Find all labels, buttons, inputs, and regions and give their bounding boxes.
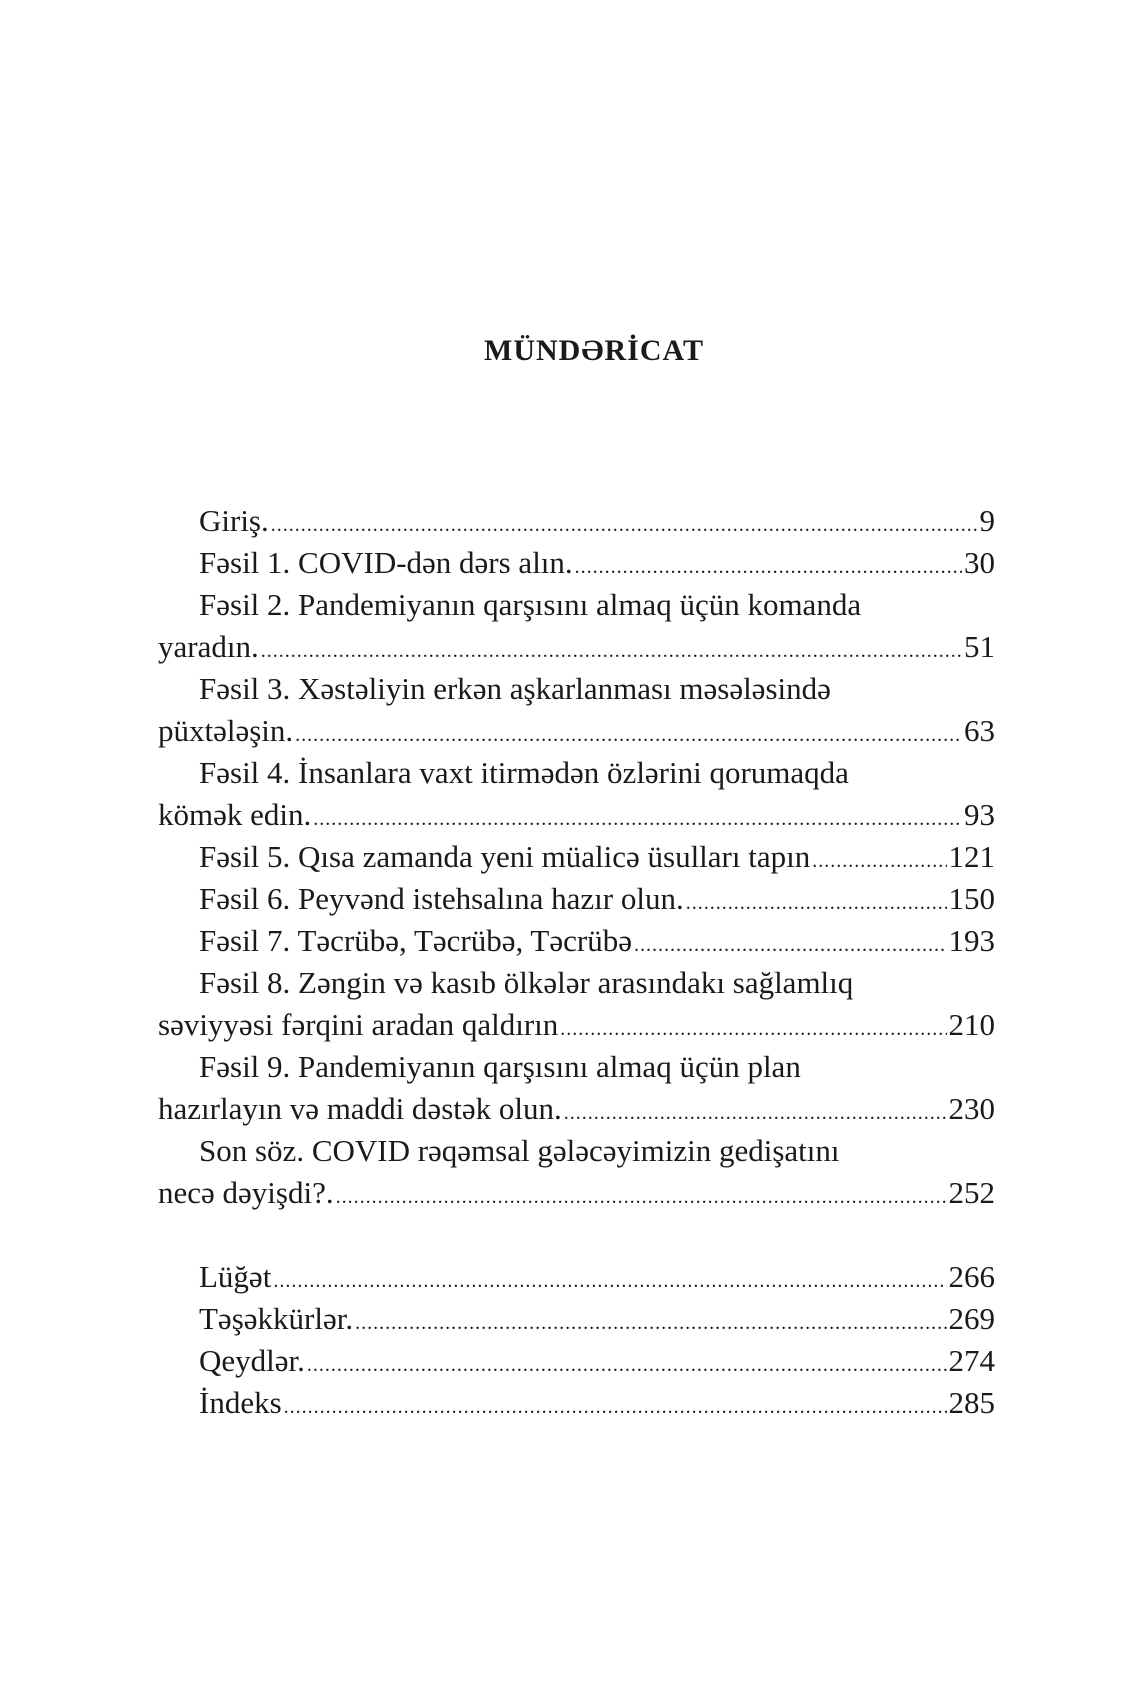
dot-leader — [634, 924, 947, 966]
table-of-contents — [158, 500, 995, 1424]
toc-entry-chapter-9[interactable] — [158, 1046, 995, 1130]
toc-entry-acknowledgements[interactable] — [158, 1298, 995, 1340]
toc-page-number: 193 — [948, 923, 995, 958]
toc-entry-title-continued: səviyyəsi fərqini aradan qaldırın — [158, 1007, 559, 1042]
toc-entry-title-continued: kömək edin. — [158, 797, 312, 832]
toc-page-number: 30 — [964, 545, 995, 580]
toc-entry-chapter-8[interactable] — [158, 962, 995, 1046]
toc-entry-title-continued: yaradın. — [158, 629, 259, 664]
dot-leader — [812, 840, 946, 882]
dot-leader — [564, 1092, 947, 1134]
toc-entry-title: Fəsil 9. Pandemiyanın qarşısını almaq üçün plan — [199, 1049, 801, 1084]
page-title: MÜNDƏRİCAT — [484, 334, 704, 367]
toc-entry-title: Fəsil 8. Zəngin və kasıb ölkələr arasındakı sağlamlıq — [199, 965, 854, 1000]
toc-entry-title: Lüğət — [199, 1259, 272, 1294]
toc-entry-chapter-5[interactable] — [158, 836, 995, 878]
toc-page-number: 63 — [964, 713, 995, 748]
toc-page-number: 266 — [948, 1259, 995, 1294]
toc-entry-title: Giriş. — [199, 503, 269, 538]
toc-page-number: 150 — [948, 881, 995, 916]
dot-leader — [313, 798, 962, 840]
toc-page-number: 51 — [964, 629, 995, 664]
toc-entry-introduction[interactable] — [158, 500, 995, 542]
toc-entry-notes[interactable] — [158, 1340, 995, 1382]
dot-leader — [271, 504, 978, 546]
toc-entry-chapter-4[interactable] — [158, 752, 995, 836]
toc-entry-chapter-7[interactable] — [158, 920, 995, 962]
toc-entry-index[interactable] — [158, 1382, 995, 1424]
toc-entry-title: Fəsil 2. Pandemiyanın qarşısını almaq üçün komanda — [199, 587, 862, 622]
dot-leader — [295, 714, 962, 756]
toc-entry-title: Fəsil 3. Xəstəliyin erkən aşkarlanması məsələsində — [199, 671, 831, 706]
toc-page-number: 121 — [948, 839, 995, 874]
toc-entry-title-continued: hazırlayın və maddi dəstək olun. — [158, 1091, 562, 1126]
dot-leader — [261, 630, 962, 672]
toc-entry-title-continued: necə dəyişdi?. — [158, 1175, 334, 1210]
toc-page-number: 210 — [948, 1007, 995, 1042]
toc-page-number: 269 — [948, 1301, 995, 1336]
toc-page-number: 93 — [964, 797, 995, 832]
section-spacer — [158, 1214, 995, 1256]
dot-leader — [273, 1260, 946, 1302]
toc-entry-title-continued: püxtələşin. — [158, 713, 294, 748]
dot-leader — [307, 1344, 947, 1386]
toc-page-number: 274 — [948, 1343, 995, 1378]
toc-entry-chapter-3[interactable] — [158, 668, 995, 752]
toc-entry-afterword[interactable] — [158, 1130, 995, 1214]
toc-entry-chapter-6[interactable] — [158, 878, 995, 920]
dot-leader — [336, 1176, 947, 1218]
toc-page-number: 230 — [948, 1091, 995, 1126]
toc-entry-title: Fəsil 1. COVID-dən dərs alın. — [199, 545, 573, 580]
toc-entry-glossary[interactable] — [158, 1256, 995, 1298]
dot-leader — [686, 882, 947, 924]
toc-entry-chapter-1[interactable] — [158, 542, 995, 584]
dot-leader — [355, 1302, 946, 1344]
toc-page-number: 9 — [979, 503, 995, 538]
toc-page-number: 252 — [948, 1175, 995, 1210]
toc-entry-title: Fəsil 5. Qısa zamanda yeni müalicə üsulları tapın — [199, 839, 811, 874]
toc-entry-title: Fəsil 4. İnsanlara vaxt itirmədən özlərini qorumaqda — [199, 755, 849, 790]
toc-page-number: 285 — [948, 1385, 995, 1420]
toc-entry-title: Qeydlər. — [199, 1343, 305, 1378]
toc-entry-title: Təşəkkürlər. — [199, 1301, 354, 1336]
toc-entry-title: Son söz. COVID rəqəmsal gələcəyimizin gedişatını — [199, 1133, 840, 1168]
dot-leader — [575, 546, 962, 588]
toc-entry-title: Fəsil 6. Peyvənd istehsalına hazır olun. — [199, 881, 684, 916]
dot-leader — [284, 1386, 947, 1428]
toc-entry-chapter-2[interactable] — [158, 584, 995, 668]
toc-entry-title: İndeks — [199, 1385, 282, 1420]
dot-leader — [560, 1008, 946, 1050]
toc-entry-title: Fəsil 7. Təcrübə, Təcrübə, Təcrübə — [199, 923, 632, 958]
